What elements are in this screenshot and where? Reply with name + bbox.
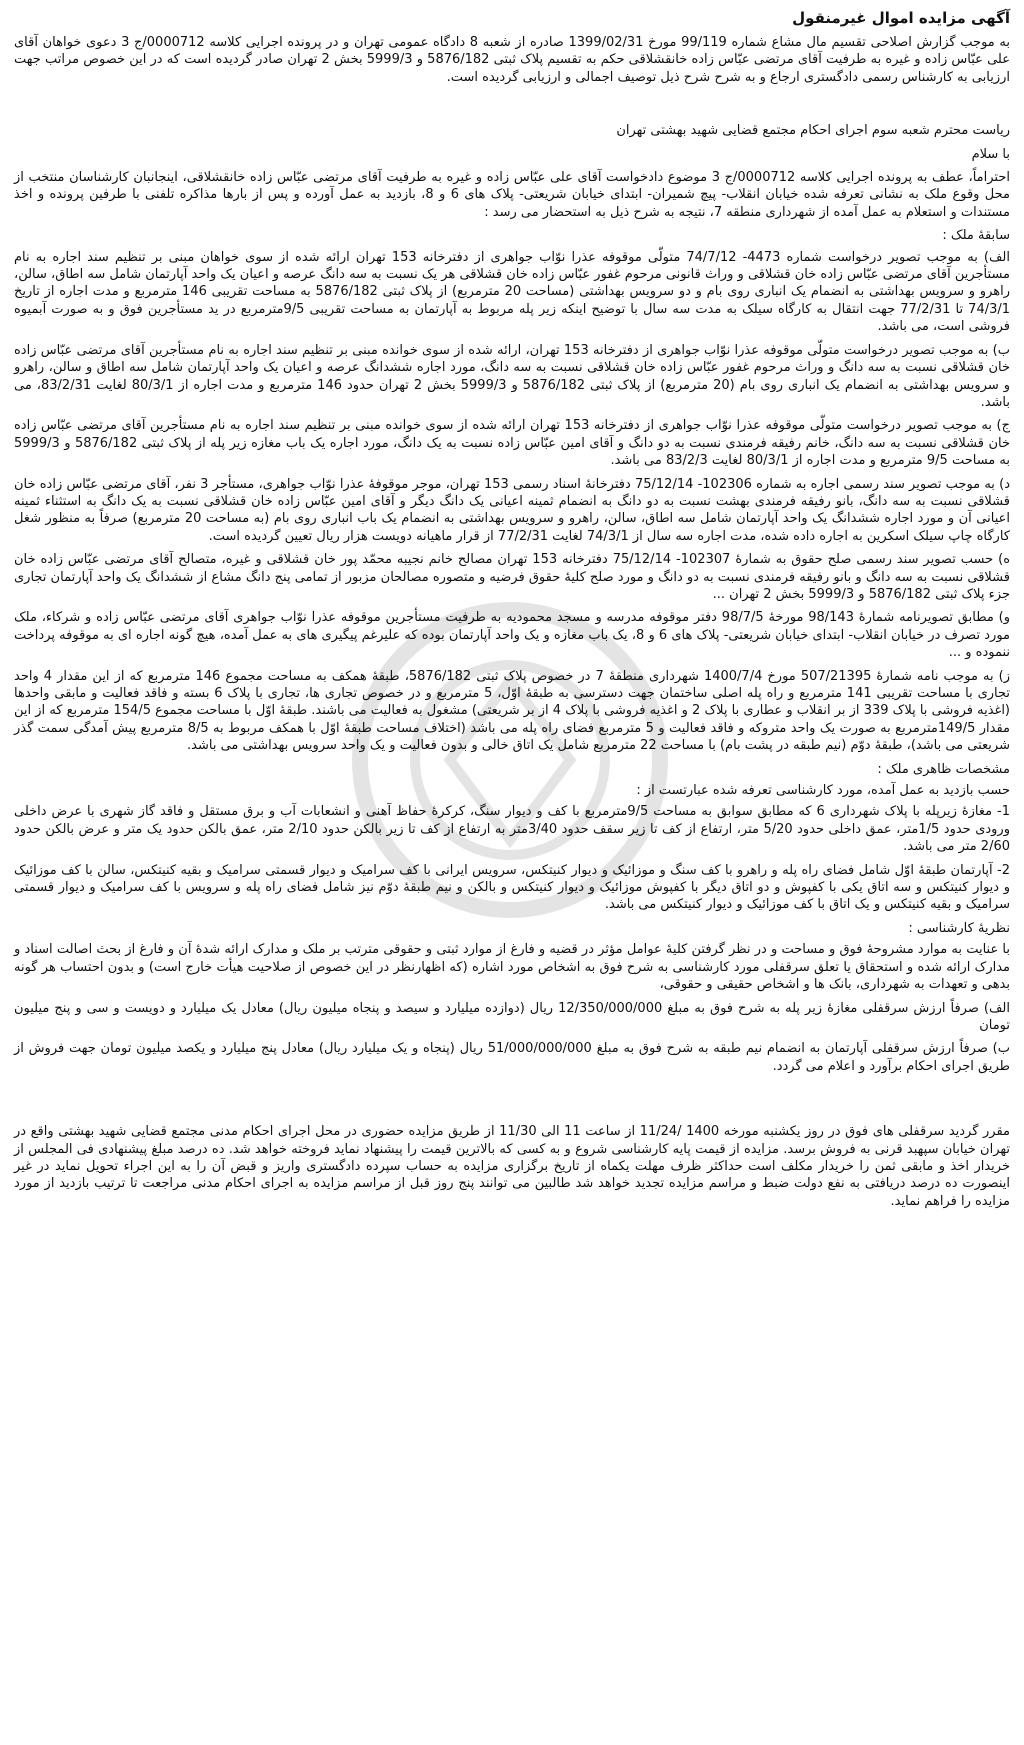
- opinion-item: الف) صرفاً ارزش سرقفلی مغازهٔ زیر پله به شرح فوق به مبلغ 12/350/000/000 ریال (دوازده میلیارد و سیصد و پنجاه میلیون ریال) معادل یک میلیارد و دویست و سی و پنج میلیون تومان: [14, 1000, 1010, 1033]
- opinion-item: ب) صرفاً ارزش سرقفلی آپارتمان به انضمام نیم طبقه به شرح فوق به مبلغ 51/000/000/000 ریال (پنجاه و یک میلیارد ریال) معادل پنج میلیارد و یکصد میلیون تومان جهت فروش از طریق اجرای احکام برآورد و اعلام می گردد.: [14, 1041, 1010, 1074]
- history-item: و) مطابق تصویرنامه شمارهٔ 98/143 مورخهٔ 98/7/5 دفتر موقوفه مدرسه و مسجد محمودیه به طرفیت مستأجرین موقوفه عذرا نوّاب جواهری آقای مرتضی عبّاس زاده و شرکاء، ملک مورد تصرف در خیابان انقلاب- ابتدای خیابان شریعتی- پلاک های 6 و 8، یک باب مغازه و یک واحد آپارتمان بوده که علیرغم پیگیری های به عمل آمده، هیچ گونه اجاره ای به موقوفه پرداخت ننموده و ...: [14, 610, 1010, 661]
- greeting: با سلام: [971, 146, 1010, 162]
- specs-heading: مشخصات ظاهری ملک :: [877, 761, 1010, 777]
- notice-intro: به موجب گزارش اصلاحی تقسیم مال مشاع شماره 99/119 مورخ 1399/02/31 صادره از شعبه 8 دادگاه عمومی تهران و در پرونده اجرایی کلاسه 0000712/ج 3 دعوی خواهان آقای علی عبّاس زاده و غیره به طرفیت آقای مرتضی عبّاس زاده خانقشلاقی حکم به تقسیم پلاک ثبتی 5876/182 و 5999/3 بخش 2 تهران صادر گردیده است که در این خصوص مراتب جهت ارزیابی به کارشناس رسمی دادگستری ارجاع و به شرح شرح ذیل توصیف اجمالی و ارزیابی گردیده است.: [14, 35, 1010, 85]
- history-item: ه) حسب تصویر سند رسمی صلح حقوق به شمارهٔ 102307- 75/12/14 دفترخانه 153 تهران مصالح خانم نجیبه محمّد پور خان قشلاقی و غیره، متصالح آقای مرتضی عبّاس زاده خان قشلاقی نسبت به سه دانگ و بانو رفیقه فرمندی نسبت به دو دانگ و مورد صلح کلیهٔ حقوق فرضیه و متصوره مصالحان مزبور از تمامی پنج دانگ مشاع از ششدانگ یک واحد آپارتمان تجاری جزء پلاک ثبتی 5876/182 و 5999/3 بخش 2 تهران ...: [14, 552, 1010, 602]
- specs-item: 2- آپارتمان طبقهٔ اوّل شامل فضای راه پله و راهرو با کف سنگ و موزائیک و دیوار کنیتکس، سرویس ایرانی با کف سرامیک و دیوار قسمتی سرامیک و بقیه کنیتکس، سالن با کف موزائیک و دیوار کنیتکس و سه اتاق یکی با کفپوش و دو اتاق دیگر با کفپوش موزائیک و دیوار کنیتکس و بالکن و نیم طبقهٔ دوّم نیز شامل فضای راه پله و سرویس با کف سرامیک و دیوار قسمتی سرامیک و بقیه کنیتکس و یک اتاق با کف موزائیک و دیوار کنیتکس می باشد.: [14, 862, 1010, 913]
- history-item: الف) به موجب تصویر درخواست شماره 4473- 74/7/12 متولّی موقوفه عذرا نوّاب جواهری از دفترخانه 153 تهران ارائه شده از سوی خواهان مبنی بر تنظیم سند اجاره به نام مستأجرین آقای مرتضی عبّاس زاده خان قشلاقی و وراث قانونی مرحوم غفور عبّاس زاده خان قشلاقی هر یک نسبت به سه دانگ عرصه و اعیان یک واحد آپارتمان شامل سه اطاق، سالن، راهرو و سرویس بهداشتی به انضمام یک انباری روی بام و دو سرویس بهداشتی (مساحت 20 مترمربع) از پلاک ثبتی 5876/182 به مساحت تقریبی 146 مترمربع و مدت اجاره از تاریخ 74/3/1 تا 77/2/31 جهت انتقال به کارگاه سیلک به مدت سه سال با توضیح اینکه زیر پله مربوط به آپارتمان به مساحت تقریبی 9/5مترمربع در ید مستأجرین فوق و به صورت آبمیوه فروشی است، می باشد.: [14, 249, 1011, 335]
- closing-paragraph: مقرر گردید سرقفلی های فوق در روز یکشنبه مورخه 1400 /11/24 از ساعت 11 الی 11/30 از طریق مزایده حضوری در محل اجرای احکام مدنی مجتمع قضایی شهید بهشتی واقع در تهران خیابان سپهبد قرنی به فروش برسد. مزایده از قیمت پایه کارشناسی شروع و به کسی که بالاترین قیمت را پیشنهاد نماید فروخته خواهد شد. ده درصد مبلغ پیشنهادی فی المجلس از خریدار اخذ و مابقی ثمن را خریدار مکلف است حداکثر ظرف مهلت یکماه از تاریخ برگزاری مزایده به حساب سپرده دادگستری واریز و قبض آن را به این اجراء تحویل نماید در غیر اینصورت ده درصد دریافتی به نفع دولت ضبط و مراسم مزایده تجدید خواهد شد طالبین می توانند پنج روز قبل از مراسم مزایده به اجرای احکام مدنی مراجعت تا ترتیب بازدید از مورد مزایده را فراهم نماید.: [14, 1124, 1010, 1209]
- history-item: ب) به موجب تصویر درخواست متولّی موقوفه عذرا نوّاب جواهری از دفترخانه 153 تهران، ارائه شده از سوی خوانده مبنی بر تنظیم سند اجاره به نام مستأجرین آقای مرتضی عبّاس زاده خان قشلاقی نسبت به سه دانگ و وراث مرحوم غفور عبّاس زاده خان قشلاقی نسبت به سه دانگ، مورد اجاره ششدانگ عرصه و اعیان یک واحد آپارتمان شامل سه اطاق و سالن، راهرو و سرویس بهداشتی به انضمام یک انباری روی بام (20 مترمربع) از پلاک ثبتی 5876/182 و 5999/3 بخش 2 تهران حدود 146 مترمربع و مدت اجاره از 80/3/1 لغایت 83/2/31، می باشد.: [14, 342, 1010, 410]
- specs-intro: حسب بازدید به عمل آمده، مورد کارشناسی تعرفه شده عبارتست از :: [636, 783, 1010, 799]
- body-intro: احتراماً، عطف به پرونده اجرایی کلاسه 0000712/ج 3 موضوع دادخواست آقای علی عبّاس زاده و غیره به طرفیت آقای مرتضی عبّاس زاده خانقشلاقی، اینجانبان کارشناسان منتخب از محل وقوع ملک به نشانی تعرفه شده خیابان انقلاب- پیچ شمیران- ابتدای خیابان شریعتی- پلاک های 6 و 8، بازدید به عمل آورده و پس از بارها مذاکره تلفنی با طرفین پرونده و اخذ مستندات و استعلام به عمل آمده از شهرداری منطقه 7، نتیجه به شرح ذیل به استحضار می رسد :: [14, 170, 1011, 220]
- specs-item: 1- مغازهٔ زیرپله با پلاک شهرداری 6 که مطابق سوابق به مساحت 9/5مترمربع با کف و دیوار سنگ، کرکرهٔ حفاظ آهنی و انشعابات آب و برق مستقل و فاقد گاز شهری با عرض داخلی ورودی حدود 1/5متر، عمق داخلی حدود 5/20 متر، ارتفاع از کف تا زیر سقف حدود 3/40متر به ارتفاع از کف تا زیر بالکن حدود 2/10 متر، عمق بالکن حدود یک متر و عرض بالکن حدود 2/60 متر می باشد.: [14, 804, 1010, 855]
- history-item: ز) به موجب نامه شمارهٔ 507/21395 مورخ 1400/7/4 شهرداری منطقهٔ 7 در خصوص پلاک ثبتی 5876/182، طبقهٔ همکف به مساحت مجموع 146 مترمربع که از این مقدار 4 واحد تجاری با مساحت تقریبی 141 مترمربع و راه پله اصلی ساختمان جهت دسترسی به طبقهٔ اوّل، 5 مترمربع و در خصوص تجاری ها، تجاری با پلاک 6 بسته و فاقد فعالیت و مابقی واحدها (اغذیه فروشی با پلاک 339 از بر انقلاب و عطاری با پلاک 2 و اغذیه فروشی با پلاک 4 از بر شریعتی) مشغول به فعالیت می باشند. طبقهٔ اوّل با مساحت مجموع 154/5 مترمربع که از این مقدار 149/5مترمربع به صورت یک واحد متروکه و فاقد فعالیت و 5 مترمربع فضای راه پله می باشد (اختلاف مساحت طبقهٔ اوّل با همکف مربوط به 8/5 مترمربع پیش آمدگی سمت گذر شریعتی می باشد)، طبقهٔ دوّم (نیم طبقه در پشت بام) با مساحت 22 مترمربع شامل یک اتاق خالی و بدون فعالیت و یک واحد سرویس بهداشتی می باشد.: [14, 668, 1011, 754]
- addressee: ریاست محترم شعبه سوم اجرای احکام مجتمع قضایی شهید بهشتی تهران: [616, 123, 1010, 139]
- opinion-body: با عنایت به موارد مشروحهٔ فوق و مساحت و در نظر گرفتن کلیهٔ عوامل مؤثر در قضیه و فارغ از موارد ثبتی و حقوقی مترتب بر ملک و مدارک ارائه شدهٔ آن و فارغ از بحث اصالت اسناد و مدارک ارائه شده و استحقاق یا تعلق سرقفلی مورد کارشناسی به شرح فوق به اشخاص مورد اشاره (که اظهارنظر در این خصوص از صلاحیت هیأت خارج است) و بدون احتساب هر گونه بدهی و تعهدات به شهرداری، بانک ها و اشخاص حقیقی و حقوقی،: [14, 942, 1010, 993]
- notice-title: آگهی مزایده اموال غیرمنقول: [792, 9, 1010, 27]
- history-item: د) به موجب تصویر سند رسمی اجاره به شماره 102306- 75/12/14 دفترخانهٔ اسناد رسمی 153 تهران، موجر موقوفهٔ عذرا نوّاب جواهری، مستأجر 3 نفر، آقای مرتضی عبّاس زاده خان قشلاقی نسبت به سه دانگ، بانو رفیقه فرمندی بهشت نسبت به دو دانگ به انضمام ثمینه اعیانی یک دانگ دیگر و آقای امین عبّاس زاده خان قشلاقی نسبت به یک دانگ به استثناء ثمینه اعیانی آن و مورد اجاره ششدانگ یک واحد آپارتمان شامل سه اطاق، سالن، راهرو و سرویس بهداشتی به انضمام یک باب انباری روی بام (به مساحت 20 مترمربع) صرفاً به منظور شغل کارگاه چاپ سیلک اسکرین به اجاره داده شده، مدت اجاره سه سال از 74/3/1 لغایت 77/2/31 از قرار ماهیانه دویست هزار ریال تعیین گردیده است.: [14, 476, 1010, 544]
- history-item: ج) به موجب تصویر درخواست متولّی موقوفه عذرا نوّاب جواهری از دفترخانه 153 تهران ارائه شده از سوی خوانده مبنی بر تنظیم سند اجاره به نام مستأجرین آقای مرتضی عبّاس زاده خان قشلاقی نسبت به سه دانگ، خانم رفیقه فرمندی نسبت به دو دانگ و آقای امین عبّاس زاده نسبت به یک دانگ، مورد اجاره یک باب مغازه زیر پله از پلاک ثبتی 5876/182 و 5999/3 به مساحت 9/5 مترمربع و مدت اجاره از 80/3/1 لغایت 83/2/3 می باشد.: [14, 418, 1010, 469]
- opinion-heading: نظریهٔ کارشناسی :: [908, 920, 1010, 936]
- history-heading: سابقهٔ ملک :: [942, 228, 1010, 244]
